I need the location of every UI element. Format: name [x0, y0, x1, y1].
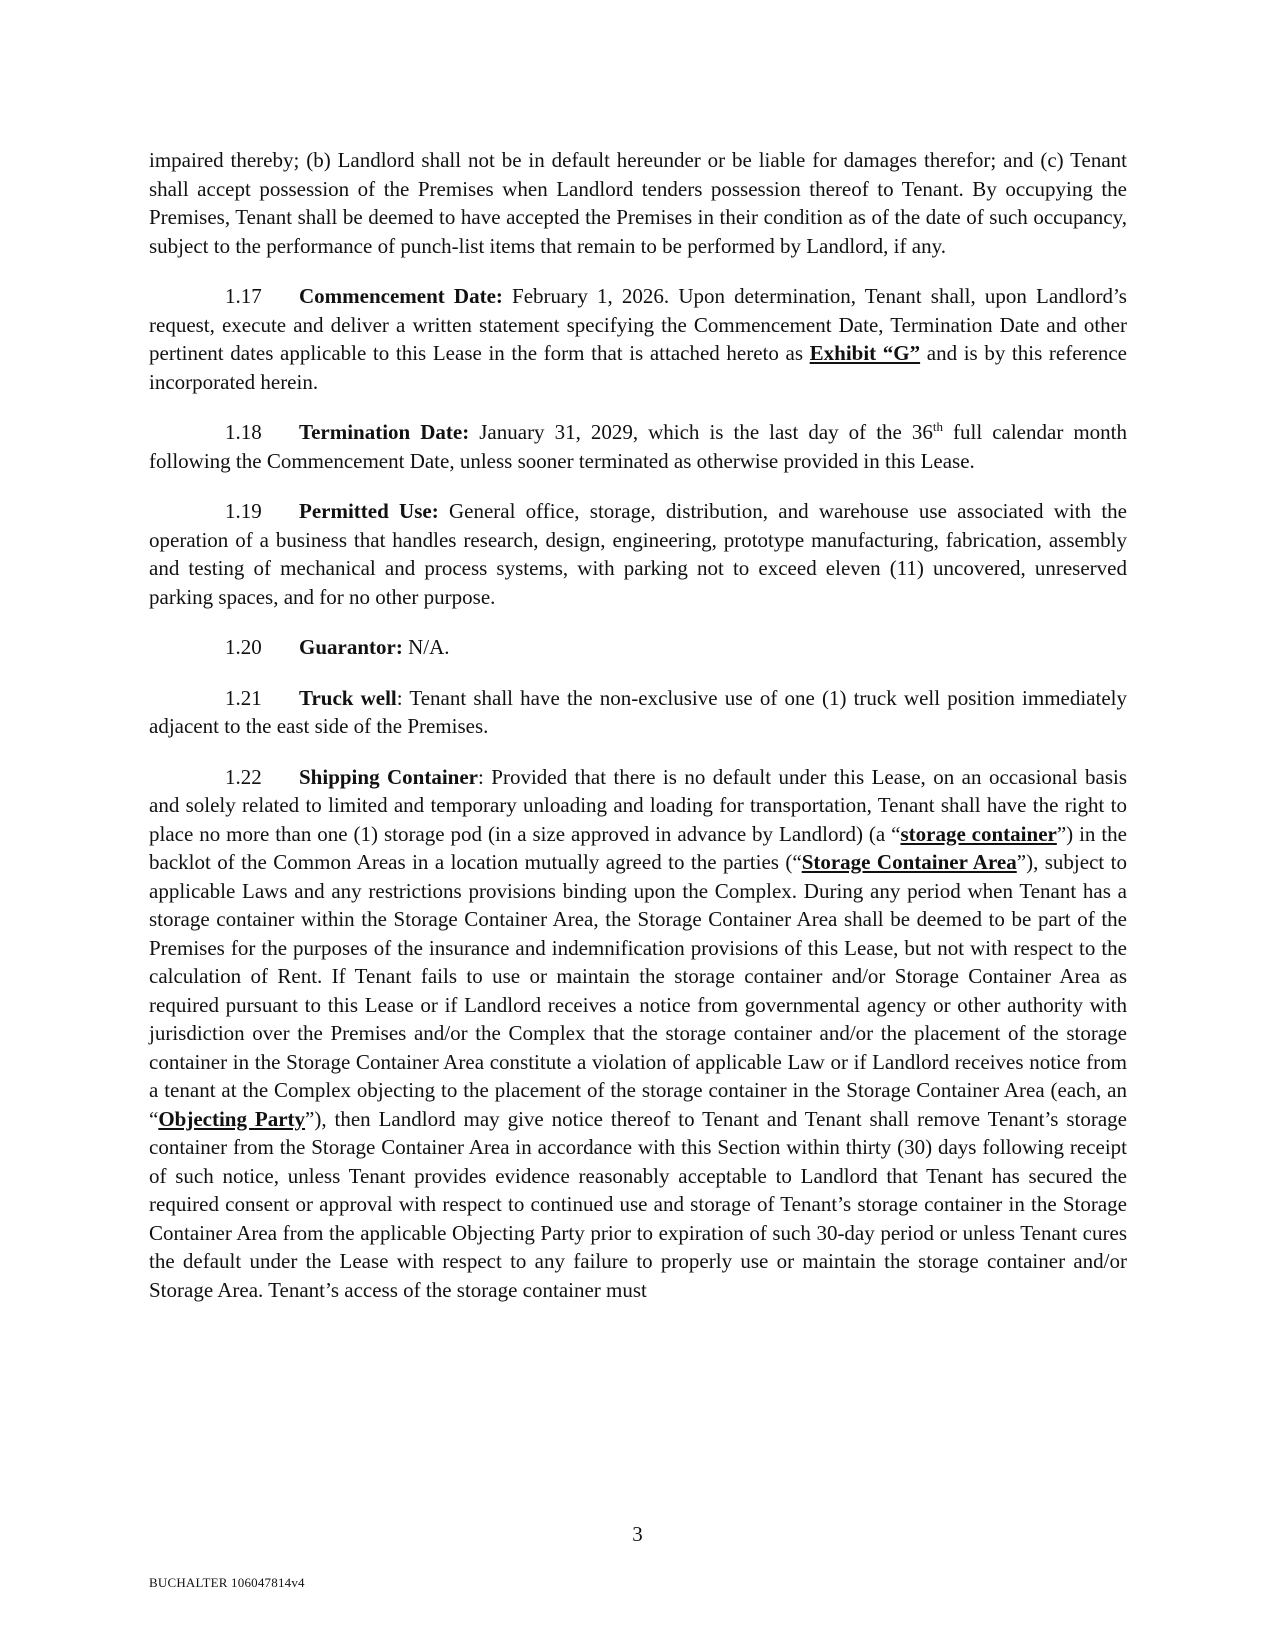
section-1-19: 1.19 Permitted Use: General office, storage, distribution, and warehouse use associated with the operation of a business that handles research, design, engineering, prototype manufacturing, fabrication, assembly and testing of mechanical and process systems, with parking not to exceed eleven (11) uncovered, unreserved parking spaces, and for no other purpose. [149, 499, 1127, 609]
ordinal-suffix: th [932, 419, 943, 434]
defined-term: Storage Container Area [801, 850, 1017, 874]
defined-term: storage container [900, 821, 1057, 846]
section-heading: Truck well [299, 685, 397, 710]
section-number: 1.20 [225, 635, 262, 659]
footer-document-id: BUCHALTER 106047814v4 [149, 1575, 305, 1590]
section-heading: Termination Date: [299, 420, 470, 444]
section-number: 1.21 [225, 685, 262, 710]
section-number: 1.22 [225, 764, 262, 789]
document-body [149, 146, 1127, 1326]
section-1-21: 1.21 Truck well: Tenant shall have the non-exclusive use of one (1) truck well position immediately adjacent to the east side of the Premises. [149, 685, 1128, 738]
section-number: 1.17 [225, 284, 262, 308]
section-1-18: 1.18 Termination Date: January 31, 2029, which is the last day of the 36th full calendar month following the Commencement Date, unless sooner terminated as otherwise provided in this Lease. [149, 419, 1127, 473]
section-1-20: 1.20 Guarantor: N/A. [149, 633, 1127, 662]
exhibit-reference: Exhibit “G” [809, 341, 921, 365]
section-heading: Guarantor: [299, 635, 403, 659]
section-heading: Permitted Use: [299, 499, 439, 523]
section-heading: Commencement Date: [299, 284, 503, 308]
section-number: 1.18 [225, 420, 262, 444]
section-1-22: 1.22 Shipping Container: Provided that there is no default under this Lease, on an occasional basis and solely related to limited and temporary unloading and loading for transportation, Tenant shall have the right to place no more than one (1) storage pod (in a size approved in advance by Landlord) (a “storage container”) in the backlot of the Common Areas in a location mutually agreed to the parties (“Storage Container Area”), subject to applicable Laws and any restrictions provisions binding upon the Complex. During any period when Tenant has a storage container within the Storage Container Area, the Storage Container Area shall be deemed to be part of the Premises for the purposes of the insurance and indemnification provisions of this Lease, but not with respect to the calculation of Rent. If Tenant fails to use or maintain the storage container and/or Storage Container Area as required pursuant to this Lease or if Landlord receives a notice from governmental agency or other authority with jurisdiction over the Premises and/or the Complex that the storage container and/or the placement of the storage container in the Storage Container Area constitute a violation of applicable Law or if Landlord receives notice from a tenant at the Complex objecting to the placement of the storage container in the Storage Container Area (each, an “Objecting Party”), then Landlord may give notice thereof to Tenant and Tenant shall remove Tenant’s storage container from the Storage Container Area in accordance with this Section within thirty (30) days following receipt of such notice, unless Tenant provides evidence reasonably acceptable to Landlord that Tenant has secured the required consent or approval with respect to continued use and storage of Tenant’s storage container in the Storage Container Area from the applicable Objecting Party prior to expiration of such 30-day period or unless Tenant cures the default under the Lease with respect to any failure to properly use or maintain the storage container and/or Storage Area. Tenant’s access of the storage container must [149, 764, 1128, 1302]
intro-paragraph: impaired thereby; (b) Landlord shall not be in default hereunder or be liable for damages therefor; and (c) Tenant shall accept possession of the Premises when Landlord tenders possession thereof to Tenant. By occupying the Premises, Tenant shall be deemed to have accepted the Premises in their condition as of the date of such occupancy, subject to the performance of punch-list items that remain to be performed by Landlord, if any. [149, 148, 1127, 258]
page-number: 3 [632, 1522, 643, 1546]
section-heading: Shipping Container [299, 764, 479, 789]
section-1-17: 1.17 Commencement Date: February 1, 2026. Upon determination, Tenant shall, upon Landlord’s request, execute and deliver a written statement specifying the Commencement Date, Termination Date and other pertinent dates applicable to this Lease in the form that is attached hereto as Exhibit “G” and is by this reference incorporated herein. [149, 284, 1127, 394]
defined-term: Objecting Party [158, 1106, 306, 1131]
section-number: 1.19 [225, 499, 262, 523]
